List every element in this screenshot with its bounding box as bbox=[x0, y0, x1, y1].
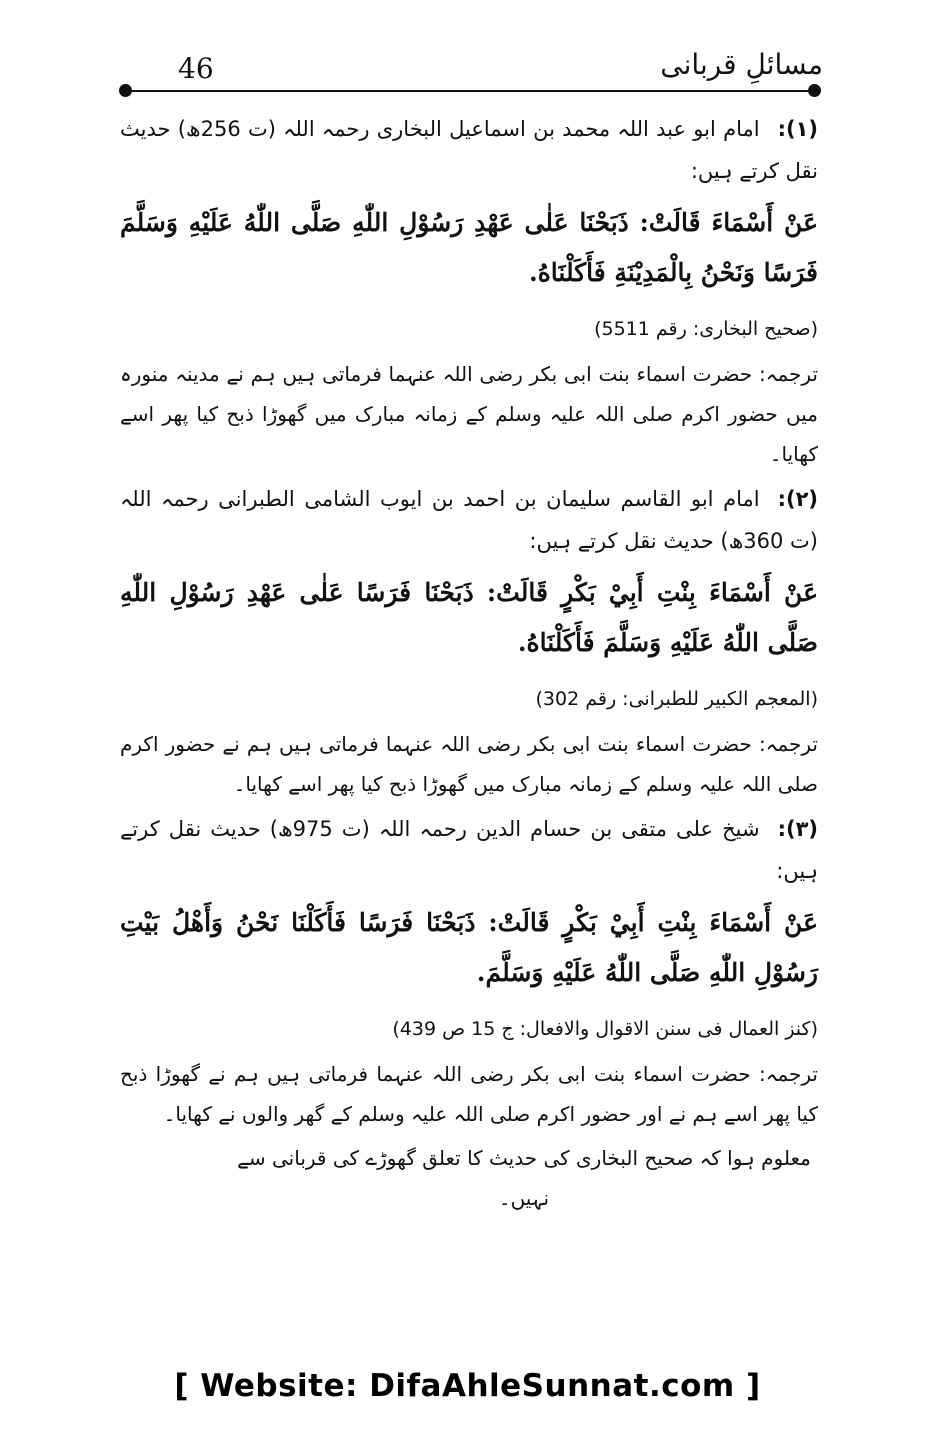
section-1-reference: (صحیح البخاری: رقم 5511) bbox=[594, 318, 818, 340]
rule-dot-right bbox=[808, 84, 821, 97]
section-intro-text: امام ابو عبد اللہ محمد بن اسماعیل البخاری رحمہ اللہ (ت 256ھ) حدیث نقل کرتے ہیں: bbox=[120, 117, 818, 183]
page-number: 46 bbox=[178, 52, 214, 85]
section-1-translation: ترجمہ: حضرت اسماء بنت ابی بکر رضی اللہ عنہما فرماتی ہیں ہم نے مدینہ منورہ میں حضور اکرم صلی اللہ علیہ وسلم کے زمانہ مبارک میں گھوڑا ذبح کیا پھر اسے کھایا۔ bbox=[120, 362, 818, 466]
section-2-translation: ترجمہ: حضرت اسماء بنت ابی بکر رضی اللہ عنہما فرماتی ہیں ہم نے حضور اکرم صلی اللہ علیہ وسلم کے زمانہ مبارک میں گھوڑا ذبح کیا پھر اسے کھایا۔ bbox=[120, 732, 818, 796]
section-3-translation: ترجمہ: حضرت اسماء بنت ابی بکر رضی اللہ عنہما فرماتی ہیں ہم نے گھوڑا ذبح کیا پھر اسے ہم نے اور حضور اکرم صلی اللہ علیہ وسلم کے گھر والوں نے کھایا۔ bbox=[120, 1062, 818, 1126]
rule-dot-left bbox=[119, 84, 132, 97]
section-intro-text: امام ابو القاسم سلیمان بن احمد بن ایوب الشامی الطبرانی رحمہ اللہ (ت 360ھ) حدیث نقل کرتے ہیں: bbox=[120, 487, 818, 553]
website-footer: [ Website: DifaAhleSunnat.com ] bbox=[174, 1368, 761, 1404]
section-3-intro bbox=[120, 808, 818, 892]
section-1-arabic: عَنْ أَسْمَاءَ قَالَتْ: ذَبَحْنَا عَلٰى عَهْدِ رَسُوْلِ اللّٰهِ صَلَّى اللّٰهُ عَلَيْهِ وَسَلَّمَ فَرَسًا وَنَحْنُ بِالْمَدِيْنَةِ فَأَكَلْنَاهُ. bbox=[120, 208, 818, 287]
header-rule bbox=[124, 90, 814, 92]
section-3-reference: (کنز العمال فی سنن الاقوال والافعال: ج 15 ص 439) bbox=[392, 1018, 818, 1040]
section-number: (۱): bbox=[777, 117, 818, 141]
section-2-reference: (المعجم الکبیر للطبرانی: رقم 302) bbox=[535, 688, 818, 710]
section-number: (۲): bbox=[777, 487, 818, 511]
page-content bbox=[120, 108, 818, 1238]
section-3-arabic: عَنْ أَسْمَاءَ بِنْتِ أَبِيْ بَكْرٍ قَالَتْ: ذَبَحْنَا فَرَسًا فَأَكَلْنَا نَحْنُ وَأَهْلُ بَيْتِ رَسُوْلِ اللّٰهِ صَلَّى اللّٰهُ عَلَيْهِ وَسَلَّمَ. bbox=[120, 908, 818, 987]
section-1-intro bbox=[120, 108, 818, 192]
section-2-arabic: عَنْ أَسْمَاءَ بِنْتِ أَبِيْ بَكْرٍ قَالَتْ: ذَبَحْنَا فَرَسًا عَلٰى عَهْدِ رَسُوْلِ اللّٰهِ صَلَّى اللّٰهُ عَلَيْهِ وَسَلَّمَ فَأَكَلْنَاهُ. bbox=[120, 578, 818, 657]
section-intro-text: شیخ علی متقی بن حسام الدین رحمہ اللہ (ت 975ھ) حدیث نقل کرتے ہیں: bbox=[120, 817, 818, 883]
conclusion: معلوم ہوا کہ صحیح البخاری کی حدیث کا تعلق گھوڑے کی قربانی سے نہیں۔ bbox=[237, 1146, 811, 1210]
section-number: (۳): bbox=[777, 817, 818, 841]
book-title: مسائلِ قربانی bbox=[660, 48, 823, 81]
section-2-intro bbox=[120, 478, 818, 562]
